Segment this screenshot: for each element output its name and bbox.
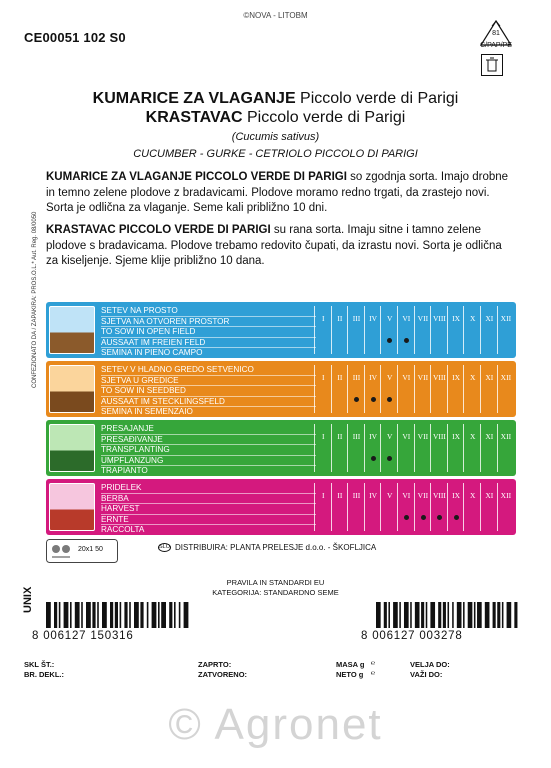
calendar-months xyxy=(314,483,514,531)
estimated-sign: ℮ xyxy=(371,660,376,667)
calendar-row-labels xyxy=(101,483,316,536)
barcode-bar xyxy=(376,602,381,628)
month-label: I xyxy=(322,373,325,382)
barcode-bar xyxy=(452,602,454,628)
latin-name: (Cucumis sativus) xyxy=(231,131,320,143)
barcode-bar xyxy=(384,602,387,628)
month-label: X xyxy=(469,432,476,441)
calendar-row-label: ERNTE xyxy=(101,515,316,526)
month-label: XII xyxy=(500,491,512,500)
month-cell xyxy=(497,483,514,531)
barcode-bar xyxy=(134,602,139,628)
field-br-dekl: BR. DEKL.: xyxy=(24,670,64,679)
month-label: II xyxy=(337,491,343,500)
month-cell xyxy=(447,365,464,413)
field-neto: NETO g xyxy=(336,670,364,679)
country-badge: SLO xyxy=(159,544,171,550)
barcode-bar xyxy=(184,602,189,628)
barcode-bar xyxy=(75,602,80,628)
calendar-row xyxy=(46,420,516,476)
month-label: III xyxy=(352,432,361,441)
active-month-dot xyxy=(404,515,409,520)
month-cell xyxy=(397,306,414,354)
distributor-line: DISTRIBUIRA: PLANTA PRELESJE d.o.o. - ŠKOFLJICA xyxy=(175,543,377,552)
month-label: V xyxy=(386,491,393,500)
month-label: III xyxy=(352,373,361,382)
month-label: X xyxy=(469,314,476,323)
barcode-bar xyxy=(393,602,398,628)
barcode-bar xyxy=(415,602,420,628)
barcode-bar xyxy=(46,602,51,628)
calendar-row-label: SEMINA IN PIENO CAMPO xyxy=(101,348,316,359)
barcode-right xyxy=(376,602,519,628)
active-month-dot xyxy=(421,515,426,520)
barcode-bar xyxy=(120,602,122,628)
month-cell xyxy=(331,306,348,354)
month-label: I xyxy=(322,314,325,323)
barcode-bar xyxy=(140,602,143,628)
barcode-bar xyxy=(430,602,435,628)
cold-frame-icon xyxy=(49,365,95,413)
barcode-bar xyxy=(410,602,412,628)
calendar-row-label: SJETVA U GREDICE xyxy=(101,376,316,387)
month-label: VII xyxy=(417,432,429,441)
active-month-dot xyxy=(371,397,376,402)
month-cell xyxy=(480,365,497,413)
month-cell xyxy=(430,424,447,472)
month-cell xyxy=(414,365,431,413)
month-cell xyxy=(314,424,331,472)
transplanting-icon xyxy=(49,424,95,472)
barcode-bar xyxy=(152,602,157,628)
calendar-row-label: RACCOLTA xyxy=(101,525,316,536)
month-cell xyxy=(463,483,480,531)
field-masa: MASA g xyxy=(336,660,365,669)
month-cell xyxy=(447,306,464,354)
month-cell xyxy=(463,365,480,413)
month-cell xyxy=(331,424,348,472)
month-label: VIII xyxy=(433,491,446,500)
barcode-bar xyxy=(81,602,83,628)
field-vazi-do: VAŽI DO: xyxy=(410,670,443,679)
month-cell xyxy=(314,365,331,413)
calendar-row-label: SJETVA NA OTVOREN PROSTOR xyxy=(101,317,316,328)
barcode-bar xyxy=(497,602,500,628)
active-month-dot xyxy=(387,338,392,343)
active-month-dot xyxy=(437,515,442,520)
barcode-bar xyxy=(448,602,450,628)
calendar-row-label: AUSSAAT IM STECKLINGSFELD xyxy=(101,397,316,408)
barcode-bar xyxy=(174,602,176,628)
description-croatian: KRASTAVAC PICCOLO VERDE DI PARIGI su rana sorta. Imaju sitne i tamno zelene plodove s bradavicama. Plodove trebamo redovito čupati, da izrastu novi. Sorta je odlična za kiseljenje. Sjeme klije približno 10 dana. xyxy=(46,224,502,267)
month-cell xyxy=(480,306,497,354)
calendar-row-label: HARVEST xyxy=(101,504,316,515)
estimated-sign: ℮ xyxy=(371,670,376,677)
calendar-row-label: SETEV V HLADNO GREDO SETVENICO xyxy=(101,365,316,376)
calendar-row xyxy=(46,361,516,417)
month-label: VIII xyxy=(433,432,446,441)
calendar-row-labels xyxy=(101,306,316,359)
barcode-bar xyxy=(421,602,424,628)
barcode-bar xyxy=(115,602,118,628)
calendar-row-label: BERBA xyxy=(101,494,316,505)
month-cell xyxy=(347,365,364,413)
barcode-left-number: 8 006127 150316 xyxy=(32,630,134,642)
calendar-row-label: TO SOW IN SEEDBED xyxy=(101,386,316,397)
month-cell xyxy=(397,424,414,472)
calendar-row-label: PRESAJANJE xyxy=(101,424,316,435)
barcode-bar xyxy=(169,602,172,628)
month-label: IX xyxy=(452,314,461,323)
active-month-dot xyxy=(371,456,376,461)
month-cell xyxy=(480,483,497,531)
month-label: XI xyxy=(485,373,494,382)
barcode-bar xyxy=(474,602,476,628)
month-label: III xyxy=(352,491,361,500)
barcode-bar xyxy=(54,602,57,628)
title-croatian: KRASTAVAC Piccolo verde di Parigi xyxy=(145,109,406,126)
calendar-row xyxy=(46,302,516,358)
active-month-dot xyxy=(387,456,392,461)
month-cell xyxy=(314,483,331,531)
barcode-left xyxy=(46,602,190,628)
translated-names: CUCUMBER - GURKE - CETRIOLO PICCOLO DI PARIGI xyxy=(133,148,418,160)
month-cell xyxy=(414,306,431,354)
calendar-row xyxy=(46,479,516,535)
harvest-basket-icon xyxy=(49,483,95,531)
recycle-number: 81 xyxy=(492,30,500,37)
calendar-row-label: UMPFLANZUNG xyxy=(101,456,316,467)
barcode-right-number: 8 006127 003278 xyxy=(361,630,463,642)
month-label: IX xyxy=(452,432,461,441)
calendar-row-label: TRAPIANTO xyxy=(101,466,316,477)
month-cell xyxy=(364,424,381,472)
month-label: VII xyxy=(417,373,429,382)
barcode-bar xyxy=(404,602,409,628)
month-cell xyxy=(347,483,364,531)
month-label: XI xyxy=(485,432,494,441)
barcode-bar xyxy=(147,602,149,628)
calendar-row-label: SEMINA IN SEMENZAIO xyxy=(101,407,316,418)
recycle-label: C/PAP/PE xyxy=(480,42,512,49)
month-label: VI xyxy=(402,314,411,323)
month-cell xyxy=(314,306,331,354)
standards-info: PRAVILA IN STANDARDI EU KATEGORIJA: STANDARDNO SEME xyxy=(212,578,339,597)
barcode-bar xyxy=(129,602,131,628)
month-cell xyxy=(347,424,364,472)
month-cell xyxy=(364,365,381,413)
month-label: VIII xyxy=(433,314,446,323)
barcode-bar xyxy=(477,602,482,628)
month-cell xyxy=(430,365,447,413)
field-velja-do: VELJA DO: xyxy=(410,660,450,669)
barcode-bar xyxy=(92,602,95,628)
month-cell xyxy=(463,424,480,472)
copyright-line: ©NOVA - LITOBM xyxy=(243,11,308,20)
month-cell xyxy=(380,424,397,472)
barcode-bar xyxy=(102,602,107,628)
month-label: XII xyxy=(500,432,512,441)
barcode-bar xyxy=(438,602,441,628)
barcode-bar xyxy=(388,602,390,628)
barcode-bar xyxy=(443,602,446,628)
calendar-row-labels xyxy=(101,365,316,418)
barcode-bar xyxy=(70,602,72,628)
month-label: V xyxy=(386,373,393,382)
barcode-bar xyxy=(124,602,127,628)
month-label: I xyxy=(322,432,325,441)
barcode-bar xyxy=(468,602,473,628)
month-cell xyxy=(364,483,381,531)
packer-info-vertical: CONFEZIONATO DA / ZAPAKIRA: PROS.O.L.* Aut. Reg. 08/0050 xyxy=(32,211,38,388)
calendar-row-label: TRANSPLANTING xyxy=(101,445,316,456)
month-cell xyxy=(380,365,397,413)
calendar-row-labels xyxy=(101,424,316,477)
barcode-bar xyxy=(399,602,401,628)
brand-vertical: UNIX xyxy=(22,586,34,613)
active-month-dot xyxy=(454,515,459,520)
active-month-dot xyxy=(404,338,409,343)
description-slovenian: KUMARICE ZA VLAGANJE PICCOLO VERDE DI PARIGI so zgodnja sorta. Imajo drobne in temno zelene plodove z bradavicami. Plodove moramo redno trgati, da zrastejo novi. Sorta je odlična za vlaganje. Seme kali približno 10 dni. xyxy=(46,171,509,214)
barcode-bar xyxy=(59,602,61,628)
month-label: IV xyxy=(369,491,378,500)
month-label: VI xyxy=(402,432,411,441)
month-label: II xyxy=(337,373,343,382)
month-cell xyxy=(364,306,381,354)
month-label: II xyxy=(337,432,343,441)
barcode-bar xyxy=(507,602,512,628)
month-cell xyxy=(463,306,480,354)
month-label: XI xyxy=(485,314,494,323)
month-cell xyxy=(380,483,397,531)
month-label: V xyxy=(386,432,393,441)
month-label: III xyxy=(352,314,361,323)
month-cell xyxy=(414,424,431,472)
month-label: VII xyxy=(417,491,429,500)
month-label: VII xyxy=(417,314,429,323)
calendar-months xyxy=(314,424,514,472)
month-label: II xyxy=(337,314,343,323)
month-cell xyxy=(480,424,497,472)
month-cell xyxy=(447,424,464,472)
calendar-row-label: AUSSAAT IM FREIEN FELD xyxy=(101,338,316,349)
month-cell xyxy=(497,365,514,413)
month-cell xyxy=(497,306,514,354)
month-label: XII xyxy=(500,314,512,323)
calendar-months xyxy=(314,365,514,413)
barcode-bar xyxy=(97,602,99,628)
product-code: CE00051 102 S0 xyxy=(24,30,126,45)
month-label: VIII xyxy=(433,373,446,382)
waste-bin-icon xyxy=(481,54,503,76)
title-slovenian: KUMARICE ZA VLAGANJE Piccolo verde di Parigi xyxy=(92,90,459,107)
month-cell xyxy=(414,483,431,531)
field-skl: SKL ŠT.: xyxy=(24,660,55,669)
barcode-bar xyxy=(64,602,69,628)
month-label: IX xyxy=(452,373,461,382)
month-label: XII xyxy=(500,373,512,382)
barcode-bar xyxy=(514,602,517,628)
month-cell xyxy=(397,365,414,413)
month-label: IV xyxy=(369,314,378,323)
month-cell xyxy=(447,483,464,531)
month-cell xyxy=(331,483,348,531)
month-label: X xyxy=(469,373,476,382)
month-cell xyxy=(397,483,414,531)
month-cell xyxy=(497,424,514,472)
month-label: X xyxy=(469,491,476,500)
barcode-bar xyxy=(161,602,166,628)
calendar-row-label: PRIDELEK xyxy=(101,483,316,494)
barcode-bar xyxy=(179,602,181,628)
field-zaprto: ZAPRTO: xyxy=(198,660,232,669)
recycle-icon xyxy=(478,18,514,58)
barcode-bar xyxy=(457,602,462,628)
month-cell xyxy=(430,306,447,354)
barcode-bar xyxy=(426,602,428,628)
month-label: IX xyxy=(452,491,461,500)
spacing-value: 20x1 50 xyxy=(78,546,103,553)
month-cell xyxy=(380,306,397,354)
month-label: V xyxy=(386,314,393,323)
watermark: © Agronet xyxy=(168,700,383,749)
active-month-dot xyxy=(387,397,392,402)
calendar-row-label: TO SOW IN OPEN FIELD xyxy=(101,327,316,338)
month-label: XI xyxy=(485,491,494,500)
month-label: I xyxy=(322,491,325,500)
barcode-bar xyxy=(158,602,160,628)
sowing-in-field-icon xyxy=(49,306,95,354)
calendar-months xyxy=(314,306,514,354)
barcode-bar xyxy=(110,602,113,628)
month-cell xyxy=(430,483,447,531)
barcode-bar xyxy=(463,602,465,628)
month-label: IV xyxy=(369,432,378,441)
barcode-bar xyxy=(485,602,490,628)
calendar-row-label: PRESAĐIVANJE xyxy=(101,435,316,446)
month-label: VI xyxy=(402,491,411,500)
calendar-row-label: SETEV NA PROSTO xyxy=(101,306,316,317)
month-cell xyxy=(331,365,348,413)
active-month-dot xyxy=(354,397,359,402)
month-label: VI xyxy=(402,373,411,382)
month-cell xyxy=(347,306,364,354)
month-label: IV xyxy=(369,373,378,382)
barcode-bar xyxy=(502,602,504,628)
field-zatvoreno: ZATVORENO: xyxy=(198,670,248,679)
barcode-bar xyxy=(493,602,496,628)
barcode-bar xyxy=(86,602,91,628)
sowing-calendar xyxy=(46,302,516,534)
